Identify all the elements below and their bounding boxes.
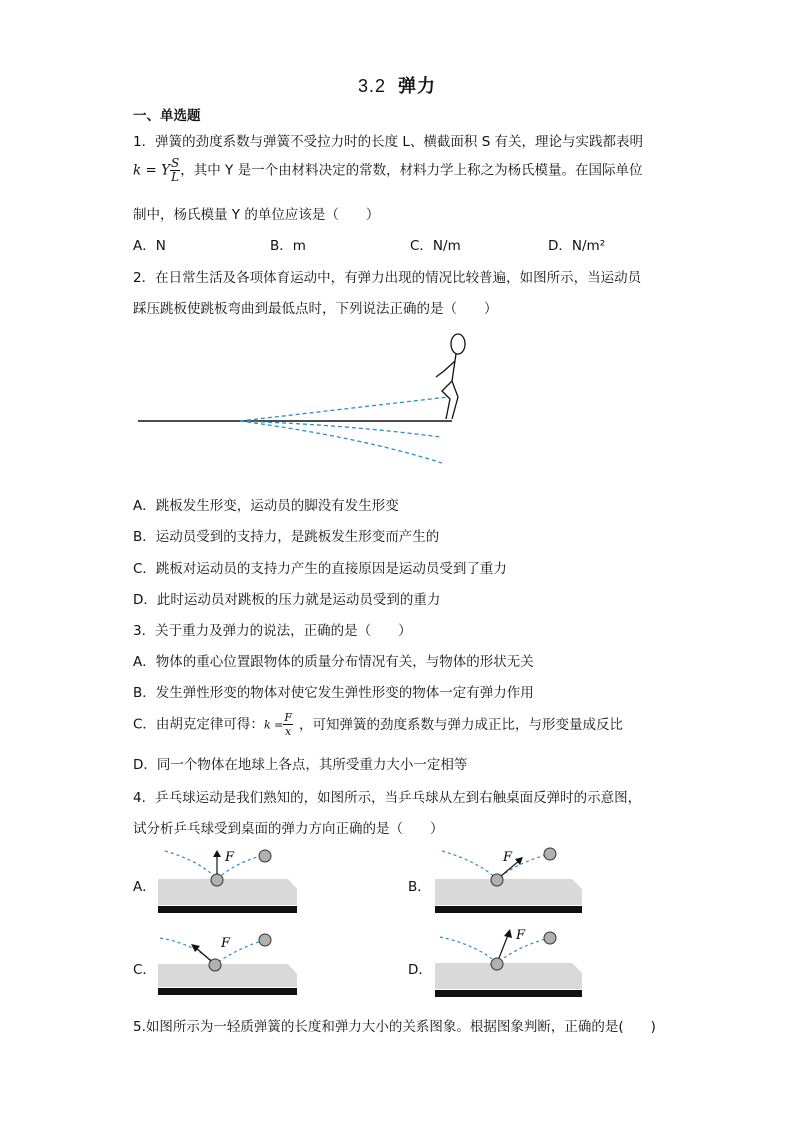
q3-frac-num: F: [284, 711, 292, 724]
q1-option-b: B．m: [270, 238, 306, 254]
table-base: [158, 988, 297, 995]
ball-contact: [491, 958, 503, 970]
board-bent-2: [240, 421, 440, 437]
ball-rebound: [259, 850, 271, 862]
q4-figure-d: [432, 925, 587, 1001]
q3-line1: 3．关于重力及弹力的说法，正确的是（ ）: [133, 623, 412, 639]
table-top: [158, 879, 297, 905]
table-top: [435, 879, 582, 905]
q2-line1: 2．在日常生活及各项体育运动中，有弹力出现的情况比较普遍，如图所示，当运动员: [133, 270, 642, 286]
table-base: [158, 906, 297, 913]
q3-option-c-post: ，可知弹簧的劲度系数与弹力成正比，与形变量成反比: [298, 716, 623, 733]
table-top: [435, 963, 582, 989]
ball-rebound: [259, 934, 271, 946]
q1-line2: [133, 157, 643, 184]
q2-line2: 踩压跳板使跳板弯曲到最低点时，下列说法正确的是（ ）: [133, 301, 498, 317]
q4-label-c: C．: [133, 962, 156, 978]
q4-label-d: D．: [408, 962, 432, 978]
q3-option-b: B．发生弹性形变的物体对使它发生弹性形变的物体一定有弹力作用: [133, 685, 534, 701]
q1-formula-left: k = Y: [133, 162, 170, 179]
table-top: [158, 964, 297, 987]
arrow-head: [504, 929, 512, 938]
q2-option-b: B．运动员受到的支持力，是跳板发生形变而产生的: [133, 529, 440, 545]
q4-label-b: B．: [408, 879, 431, 895]
force-arrow: [499, 935, 508, 958]
table-base: [435, 990, 582, 997]
q3-option-c-pre: C．由胡克定律可得：: [133, 716, 264, 733]
q4-figure-c: [155, 928, 300, 1000]
athlete-figure: [436, 334, 465, 419]
q4-line2: 试分析乒乓球受到桌面的弹力方向正确的是（ ）: [133, 821, 444, 837]
q1-option-c: C．N/m: [410, 238, 461, 254]
diving-board-figure: [130, 325, 470, 470]
q4-figure-a: [155, 843, 300, 915]
q3-fraction: [283, 711, 293, 738]
force-label: F: [503, 850, 513, 865]
q3-option-c: [133, 711, 623, 738]
q3-formula-left: k =: [263, 718, 284, 732]
ball-path: [165, 851, 261, 879]
q3-option-d: D．同一个物体在地球上各点，其所受重力大小一定相等: [133, 757, 468, 773]
q4-figure-b: [432, 843, 587, 915]
q2-option-d: D．此时运动员对跳板的压力就是运动员受到的重力: [133, 592, 441, 608]
q5-line1: 5.如图所示为一轻质弹簧的长度和弹力大小的关系图象。根据图象判断，正确的是( ): [133, 1019, 656, 1035]
q2-option-a: A．跳板发生形变，运动员的脚没有发生形变: [133, 498, 399, 514]
q1-frac-num: S: [171, 156, 180, 170]
title-text: 弹力: [398, 76, 437, 97]
q4-label-a: A．: [133, 879, 156, 895]
q3-option-a: A．物体的重心位置跟物体的质量分布情况有关，与物体的形状无关: [133, 654, 534, 670]
board-bent-1: [240, 397, 448, 421]
page-title: [0, 72, 794, 98]
arrow-head: [213, 850, 221, 857]
ball-rebound: [544, 848, 556, 860]
ball-contact: [211, 874, 223, 886]
q1-frac-den: L: [171, 170, 180, 184]
q1-option-d: D．N/m²: [548, 238, 606, 254]
q4-line1: 4．乒乓球运动是我们熟知的，如图所示，当乒乓球从左到右触桌面反弹时的示意图，: [133, 790, 642, 806]
force-label: F: [225, 850, 235, 865]
q1-line3: 制中，杨氏模量 Y 的单位应该是（ ）: [133, 207, 380, 223]
table-base: [435, 906, 582, 913]
q3-frac-den: x: [285, 725, 292, 738]
ball-rebound: [544, 932, 556, 944]
q1-line2-rest: ，其中 Y 是一个由材料决定的常数，材料力学上称之为杨氏模量。在国际单位: [180, 162, 643, 179]
force-label: F: [516, 928, 526, 943]
q2-option-c: C．跳板对运动员的支持力产生的直接原因是运动员受到了重力: [133, 561, 507, 577]
q1-option-a: A．N: [133, 238, 166, 254]
section-heading: 一、单选题: [133, 108, 201, 124]
q1-fraction: [170, 157, 180, 184]
title-number: 3.2: [357, 76, 387, 96]
q1-line1: 1．弹簧的劲度系数与弹簧不受拉力时的长度 L、横截面积 S 有关，理论与实践都表明: [133, 134, 644, 150]
force-label: F: [221, 936, 231, 951]
